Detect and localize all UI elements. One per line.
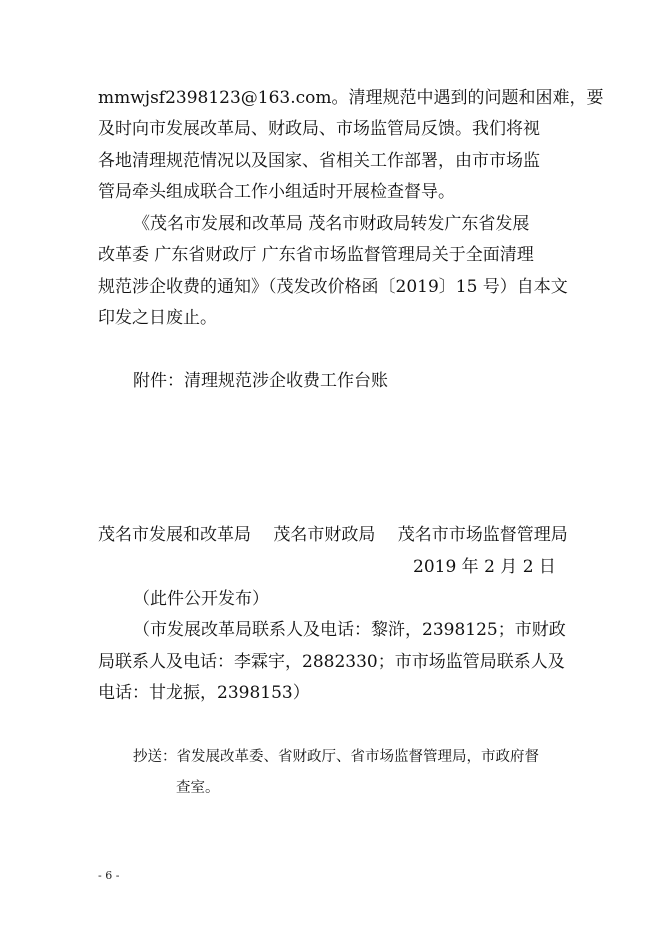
cc-line-2: 查室。 xyxy=(176,780,220,796)
paragraph-1-line-2: 及时向市发展改革局、财政局、市场监管局反馈。我们将视 xyxy=(98,119,540,139)
signatories: 茂名市发展和改革局 茂名市财政局 茂名市市场监督管理局 xyxy=(98,525,568,545)
attachment-line: 附件：清理规范涉企收费工作台账 xyxy=(133,371,388,391)
issue-date: 2019 年 2 月 2 日 xyxy=(413,557,556,577)
paragraph-2-line-3: 规范涉企收费的通知》（茂发改价格函〔2019〕15 号）自本文 xyxy=(98,277,568,297)
publication-note: （此件公开发布） xyxy=(133,589,269,609)
cc-line-1: 抄送：省发展改革委、省财政厅、省市场监督管理局，市政府督 xyxy=(133,749,539,765)
paragraph-2-line-4: 印发之日废止。 xyxy=(98,308,217,328)
paragraph-1-line-1: mmwjsf2398123@163.com。清理规范中遇到的问题和困难，要 xyxy=(98,88,604,108)
paragraph-2-line-2: 改革委 广东省财政厅 广东省市场监督管理局关于全面清理 xyxy=(98,245,534,265)
contacts-line-2: 局联系人及电话：李霖宇，2882330；市市场监管局联系人及 xyxy=(98,652,565,672)
paragraph-1-line-4: 管局牵头组成联合工作小组适时开展检查督导。 xyxy=(98,182,455,202)
page-number: - 6 - xyxy=(98,869,120,882)
contacts-line-3: 电话：甘龙振，2398153） xyxy=(98,683,310,703)
contacts-line-1: （市发展改革局联系人及电话：黎浒，2398125；市财政 xyxy=(133,620,566,640)
paragraph-2-line-1: 《茂名市发展和改革局 茂名市财政局转发广东省发展 xyxy=(133,214,530,234)
paragraph-1-line-3: 各地清理规范情况以及国家、省相关工作部署，由市市场监 xyxy=(98,151,540,171)
